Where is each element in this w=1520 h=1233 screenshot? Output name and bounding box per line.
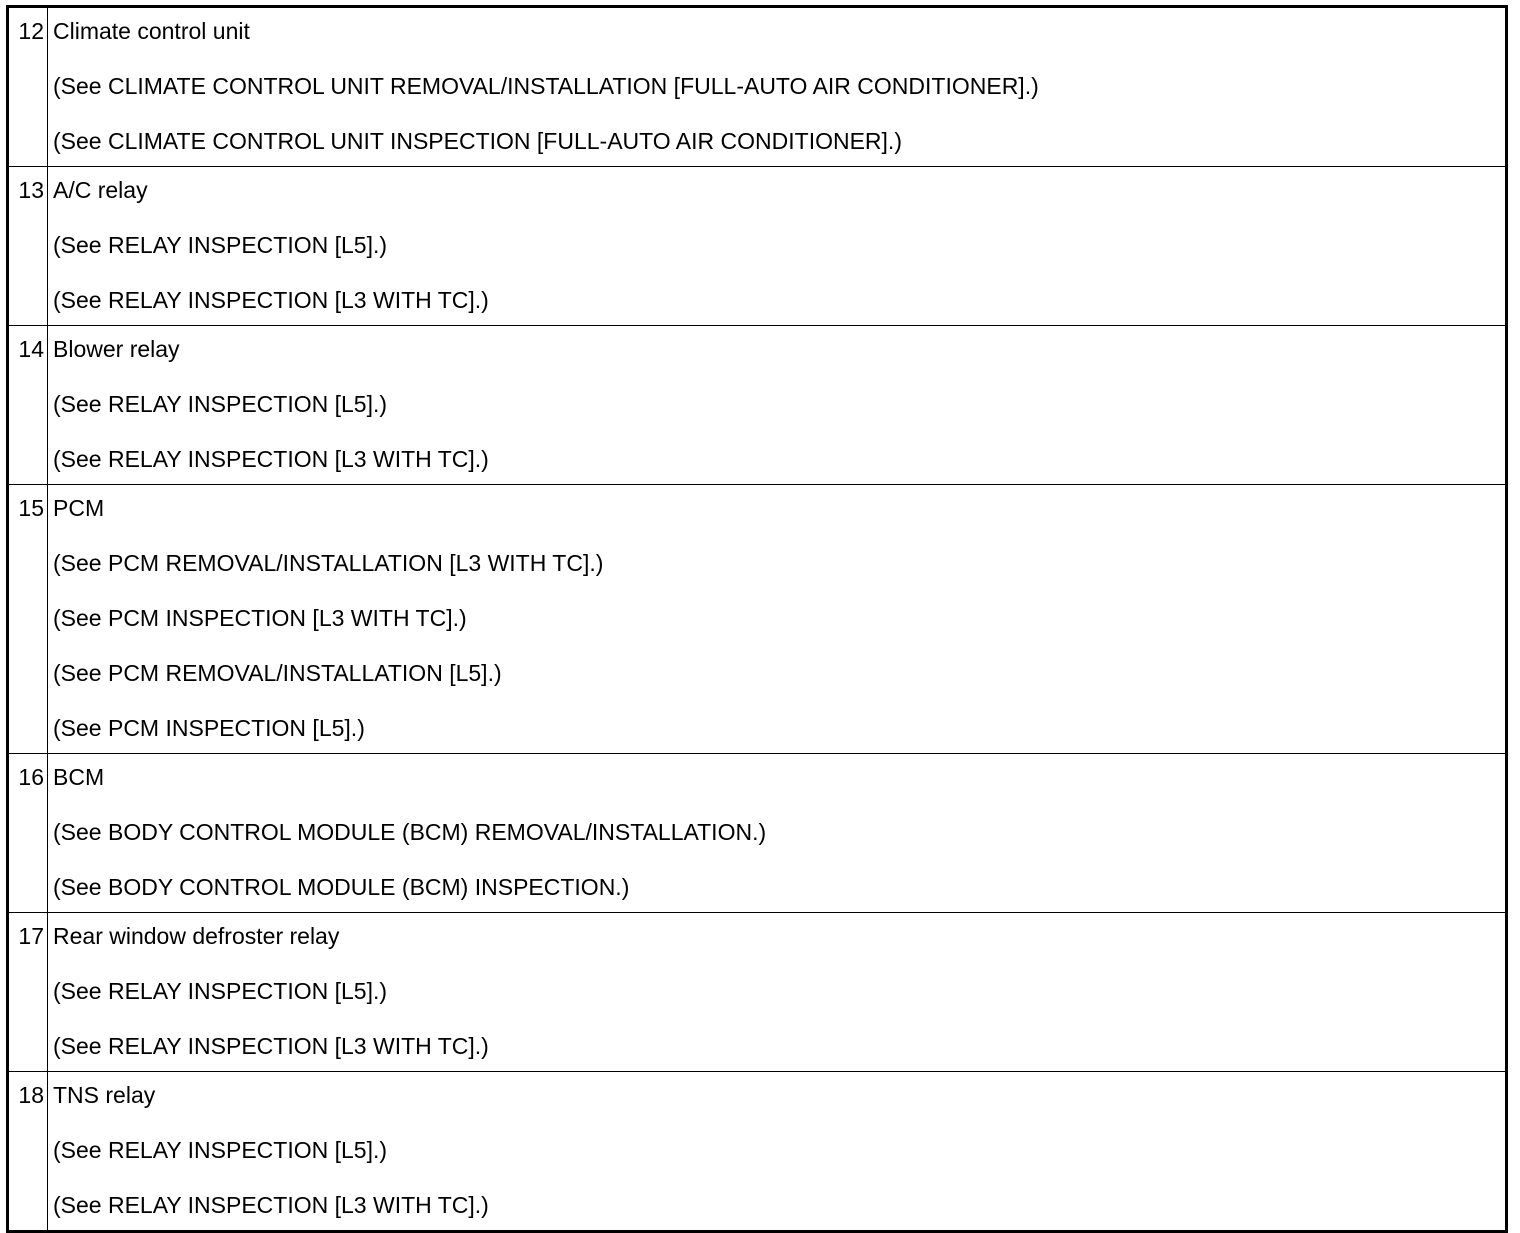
component-name: Climate control unit (53, 18, 250, 44)
item-number-cell (8, 7, 48, 167)
reference-link[interactable]: (See RELAY INSPECTION [L3 WITH TC].) (53, 287, 489, 313)
reference-link[interactable]: (See RELAY INSPECTION [L5].) (53, 391, 388, 417)
item-number: 16 (18, 764, 44, 790)
item-content-cell (48, 326, 1507, 485)
item-number: 13 (18, 177, 44, 203)
component-reference-table (6, 5, 1508, 1233)
item-content-cell (48, 485, 1507, 754)
item-content-cell (48, 754, 1507, 913)
table-row (8, 1072, 1507, 1232)
reference-link[interactable]: (See RELAY INSPECTION [L3 WITH TC].) (53, 1192, 489, 1218)
item-number-cell (8, 754, 48, 913)
component-name: Blower relay (53, 336, 180, 362)
reference-link[interactable]: (See BODY CONTROL MODULE (BCM) INSPECTION.) (53, 874, 630, 900)
item-number-cell (8, 167, 48, 326)
reference-link[interactable]: (See BODY CONTROL MODULE (BCM) REMOVAL/INSTALLATION.) (53, 819, 767, 845)
item-number: 14 (18, 336, 44, 362)
item-number-cell (8, 913, 48, 1072)
reference-link[interactable]: (See RELAY INSPECTION [L5].) (53, 232, 388, 258)
reference-link[interactable]: (See RELAY INSPECTION [L3 WITH TC].) (53, 1033, 489, 1059)
item-number-cell (8, 1072, 48, 1232)
component-name: A/C relay (53, 177, 148, 203)
table-row (8, 754, 1507, 913)
reference-link[interactable]: (See RELAY INSPECTION [L3 WITH TC].) (53, 446, 489, 472)
item-number: 12 (18, 18, 44, 44)
item-number: 15 (18, 495, 44, 521)
item-number: 17 (18, 923, 44, 949)
table-row (8, 167, 1507, 326)
reference-link[interactable]: (See PCM REMOVAL/INSTALLATION [L5].) (53, 660, 502, 686)
table-row (8, 913, 1507, 1072)
item-content-cell (48, 167, 1507, 326)
component-name: TNS relay (53, 1082, 156, 1108)
reference-link[interactable]: (See PCM INSPECTION [L5].) (53, 715, 365, 741)
item-content-cell (48, 1072, 1507, 1232)
reference-link[interactable]: (See PCM REMOVAL/INSTALLATION [L3 WITH TC].) (53, 550, 604, 576)
item-content-cell (48, 7, 1507, 167)
table-row (8, 485, 1507, 754)
table-row (8, 326, 1507, 485)
reference-link[interactable]: (See PCM INSPECTION [L3 WITH TC].) (53, 605, 467, 631)
component-name: Rear window defroster relay (53, 923, 340, 949)
reference-link[interactable]: (See RELAY INSPECTION [L5].) (53, 1137, 388, 1163)
item-number: 18 (18, 1082, 44, 1108)
component-name: BCM (53, 764, 105, 790)
item-content-cell (48, 913, 1507, 1072)
reference-link[interactable]: (See RELAY INSPECTION [L5].) (53, 978, 388, 1004)
component-name: PCM (53, 495, 105, 521)
reference-link[interactable]: (See CLIMATE CONTROL UNIT REMOVAL/INSTALLATION [FULL-AUTO AIR CONDITIONER].) (53, 73, 1039, 99)
reference-link[interactable]: (See CLIMATE CONTROL UNIT INSPECTION [FULL-AUTO AIR CONDITIONER].) (53, 128, 902, 154)
table-row (8, 7, 1507, 167)
item-number-cell (8, 326, 48, 485)
item-number-cell (8, 485, 48, 754)
